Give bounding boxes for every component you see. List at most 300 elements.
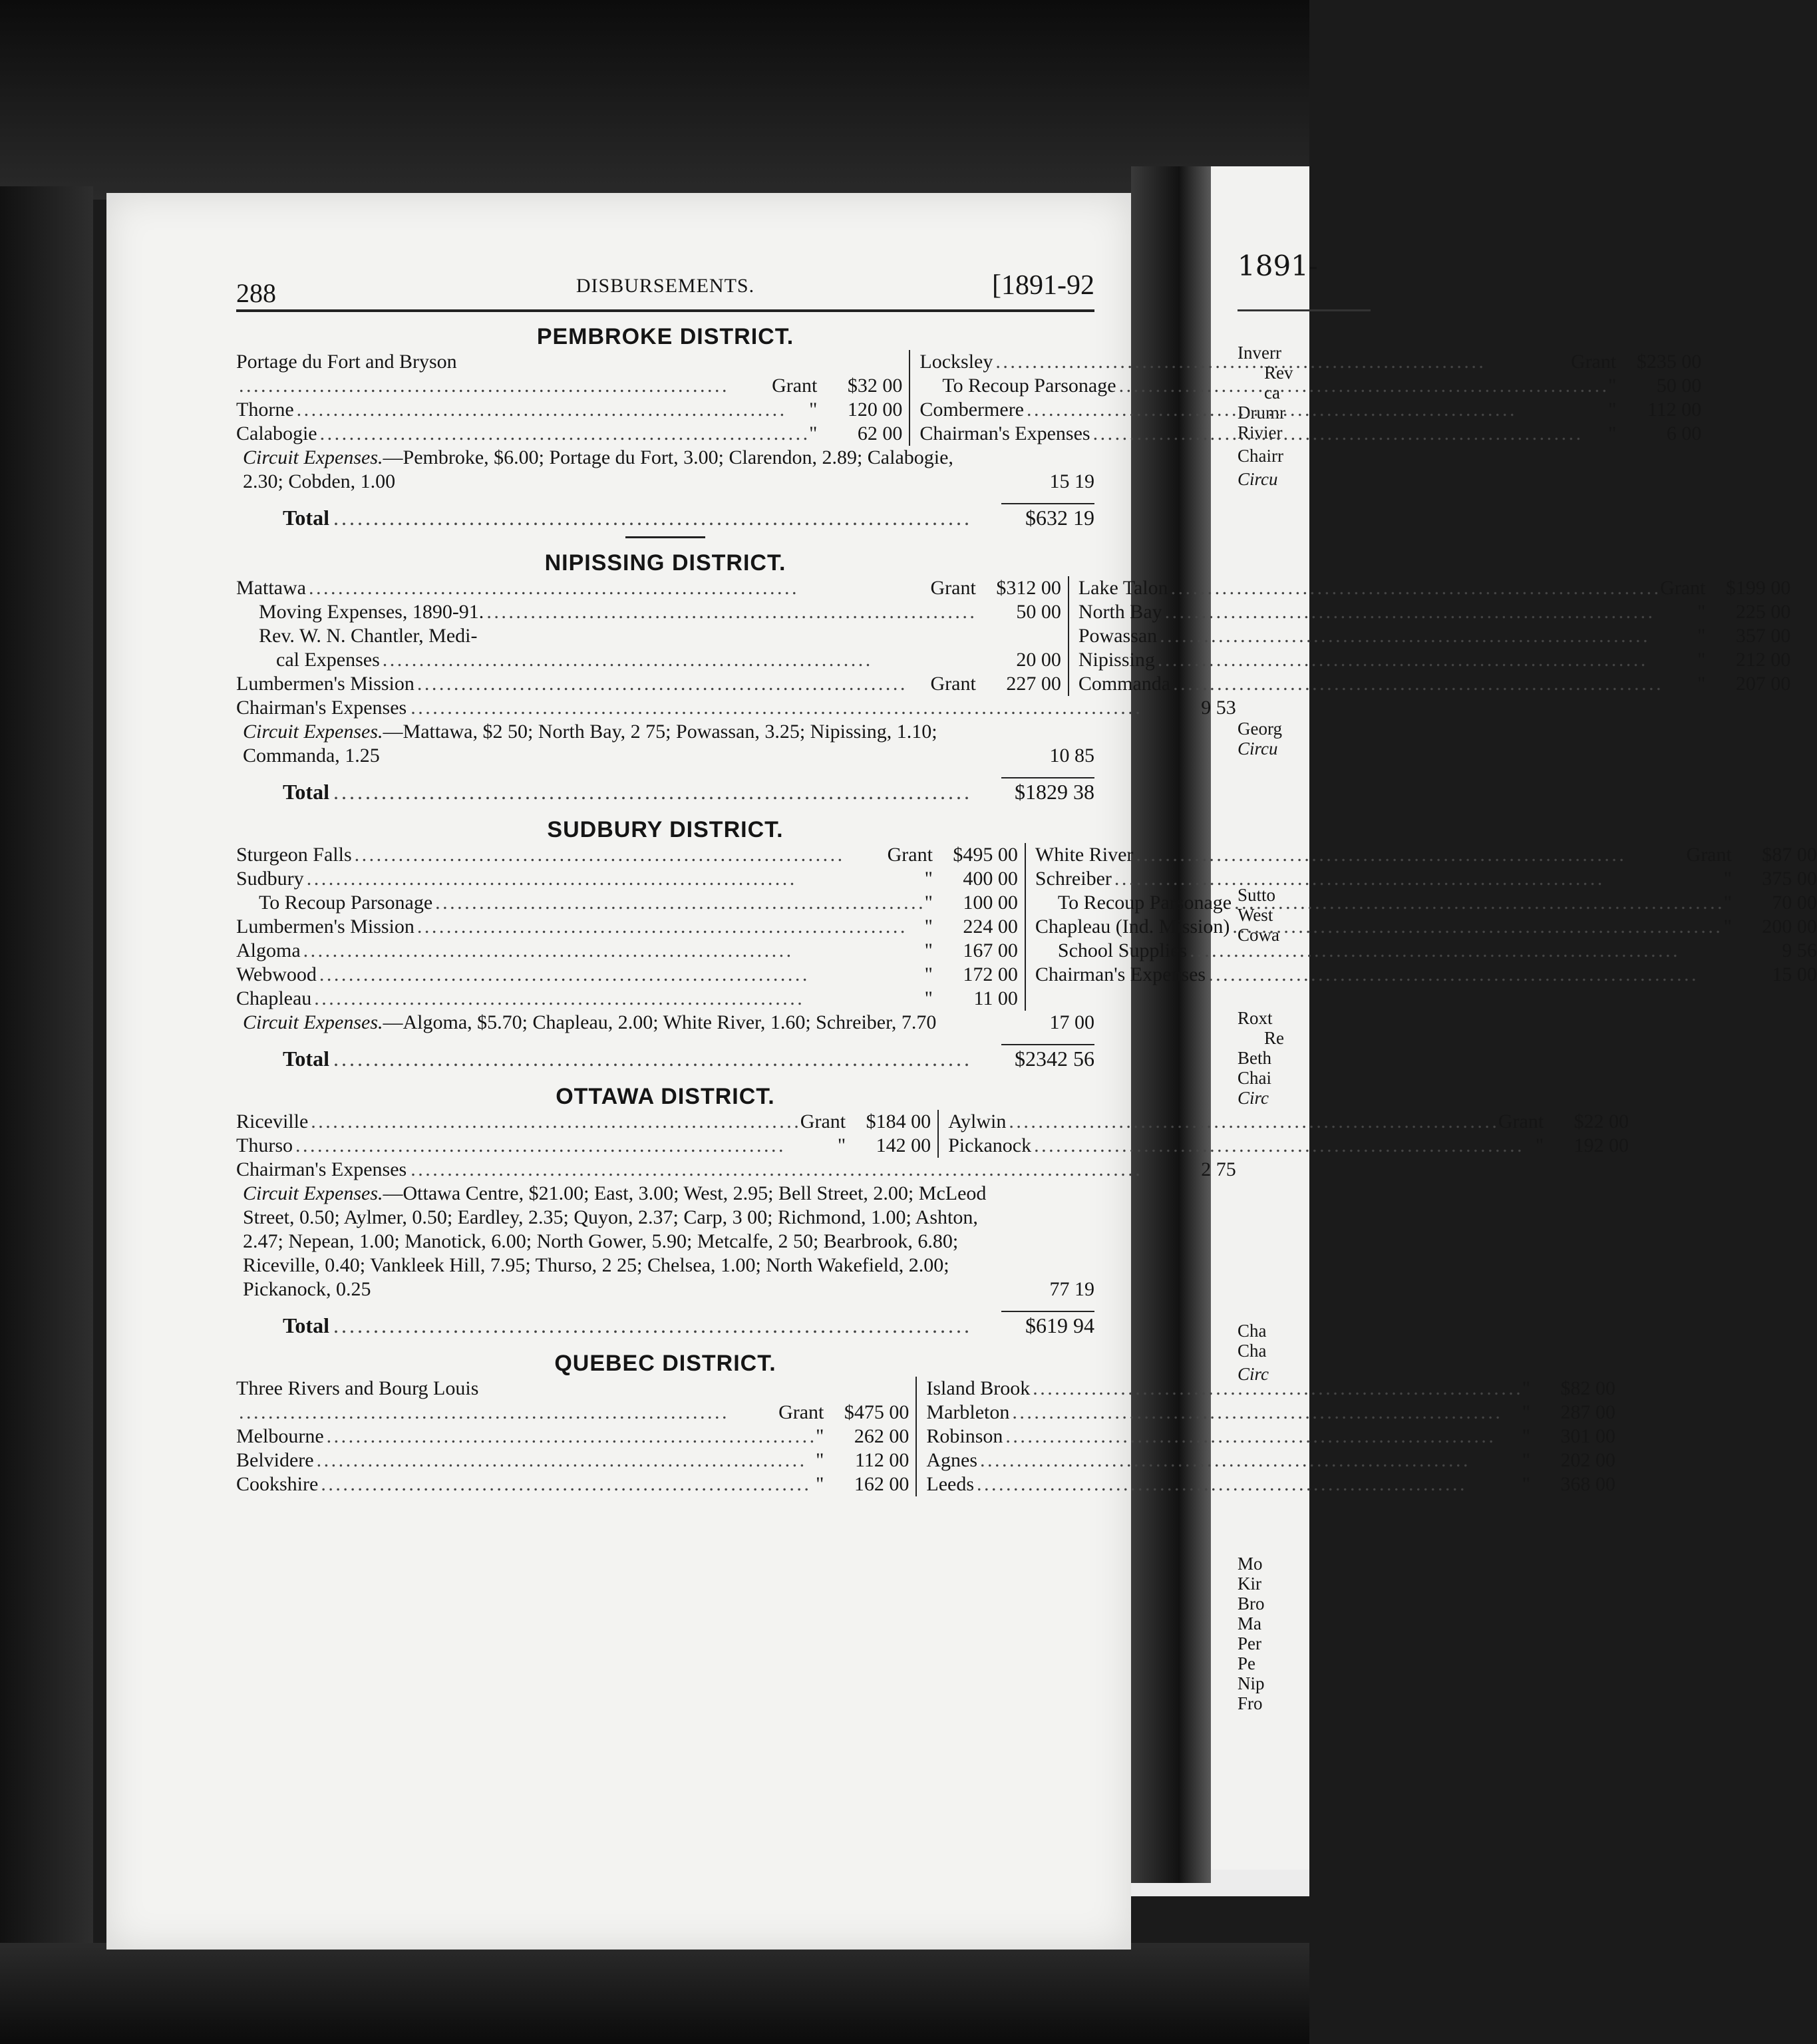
ledger-row: [1035, 939, 1817, 963]
ledger-row: [926, 1401, 1615, 1425]
grant-mark: ": [1608, 423, 1617, 444]
circuit-label: Circuit Expenses.: [243, 1182, 383, 1204]
next-page-text: Kir: [1238, 1574, 1261, 1594]
entry-name: Melbourne: [236, 1425, 324, 1447]
entry-amount: 120 00: [847, 399, 903, 421]
entry-name: Schreiber: [1035, 868, 1112, 890]
entry-amount: 62 00: [857, 423, 903, 444]
district-total: [236, 777, 1094, 805]
ledger-row: [236, 422, 902, 446]
ledger-row: [236, 1425, 909, 1448]
total-label: Total: [283, 506, 329, 530]
left-column: [236, 1110, 938, 1158]
leader-dots: [317, 1448, 814, 1472]
entry-amount: 375 00: [1762, 868, 1817, 890]
circuit-expenses: [236, 1011, 1094, 1035]
grant-mark: ": [1535, 1134, 1544, 1156]
next-page-text: Sutto: [1238, 885, 1276, 905]
next-page-text: Ma: [1238, 1614, 1261, 1633]
grant-mark: ": [837, 1134, 846, 1156]
entry-amount: $199 00: [1725, 577, 1791, 599]
leader-dots: [417, 915, 922, 939]
leader-dots: [1009, 1110, 1496, 1134]
leader-dots: [1160, 624, 1695, 648]
entry-amount: 112 00: [855, 1449, 909, 1471]
backdrop-bottom: [0, 1943, 1309, 2044]
ledger-row: [1035, 867, 1817, 891]
entry-name: Calabogie: [236, 423, 317, 444]
grant-mark: ": [1608, 399, 1617, 421]
entry-name: Thurso: [236, 1134, 293, 1156]
ledger-row: [236, 1134, 931, 1158]
entry-name: Combermere: [919, 399, 1024, 421]
entry-name: To Recoup Parsonage: [259, 892, 433, 914]
ledger-row: [236, 1110, 931, 1134]
entry-amount: 224 00: [963, 916, 1018, 937]
entry-amount: $475 00: [844, 1401, 909, 1423]
grant-mark: ": [1522, 1473, 1530, 1495]
entry-name: White River: [1035, 844, 1134, 866]
entry-name: Cookshire: [236, 1473, 319, 1495]
entry-amount: 100 00: [963, 892, 1018, 914]
next-page-text: Rivier: [1238, 423, 1283, 442]
grant-mark: ": [924, 963, 933, 985]
chairman-expenses-row: [236, 1158, 1236, 1182]
grant-mark: ": [924, 868, 933, 890]
ledger-row: [1078, 600, 1791, 624]
entry-amount: 50 00: [1016, 601, 1061, 623]
total-label: Total: [283, 780, 329, 804]
entry-name: Chairman's Expenses: [919, 423, 1090, 444]
ledger-row: [948, 1110, 1629, 1134]
circuit-text: —Algoma, $5.70; Chapleau, 2.00; White River, 1.60; Schreiber, 7.70: [383, 1011, 937, 1033]
chairman-expenses-row: [236, 696, 1236, 720]
right-column: [1025, 843, 1817, 1011]
next-page-text: Chairr: [1238, 446, 1283, 466]
leader-dots: [1158, 648, 1695, 672]
right-column: [909, 350, 1701, 446]
next-page-year: 1891-: [1238, 250, 1319, 282]
entry-name: Rev. W. N. Chantler, Medi-: [259, 625, 478, 647]
ledger-row: [236, 576, 1061, 600]
entry-amount: 225 00: [1735, 601, 1791, 623]
backdrop-top: [0, 0, 1309, 200]
district-title: QUEBEC DISTRICT.: [554, 1351, 776, 1376]
grant-mark: Grant: [772, 375, 818, 397]
entry-amount: 212 00: [1735, 649, 1791, 671]
district-total: [236, 503, 1094, 531]
next-page-text: Circ: [1238, 1088, 1269, 1108]
grants-table: [236, 1110, 1629, 1158]
running-title: DISBURSEMENTS.: [576, 275, 755, 297]
grant-mark: Grant: [1660, 577, 1706, 599]
circuit-expenses: [236, 446, 1094, 494]
district-title: SUDBURY DISTRICT.: [547, 817, 784, 842]
grant-mark: ": [816, 1449, 824, 1471]
circuit-text: —Mattawa, $2 50; North Bay, 2 75; Powassan, 3.25; Nipissing, 1.10; Commanda, 1.25: [243, 721, 937, 766]
entry-amount: $495 00: [953, 844, 1018, 866]
next-page-text: Cowa: [1238, 925, 1279, 945]
entry-amount: 200 00: [1762, 916, 1817, 937]
entry-name: Robinson: [926, 1425, 1003, 1447]
section-separator: [625, 536, 705, 538]
leader-dots: [383, 648, 973, 672]
next-page-text: Rev: [1264, 363, 1293, 383]
entry-amount: 20 00: [1016, 649, 1061, 671]
right-column: [916, 1377, 1615, 1496]
district-title: PEMBROKE DISTRICT.: [536, 324, 794, 349]
next-page-text: ca: [1264, 383, 1280, 403]
entry-name: Agnes: [926, 1449, 978, 1471]
next-page-text: Cha: [1238, 1341, 1267, 1361]
ledger-row: [1035, 891, 1817, 915]
leader-dots: [417, 672, 928, 696]
entry-amount: $235 00: [1636, 351, 1702, 373]
entry-amount: 287 00: [1560, 1401, 1615, 1423]
grant-mark: ": [1723, 868, 1732, 890]
next-page-text: Fro: [1238, 1693, 1263, 1713]
leader-dots: [239, 374, 769, 398]
leader-dots: [980, 1448, 1520, 1472]
leader-dots: [333, 1312, 997, 1339]
grants-table: [236, 350, 1701, 446]
entry-name: cal Expenses: [276, 649, 380, 671]
grant-mark: ": [1522, 1377, 1530, 1399]
entry-name: Belvidere: [236, 1449, 314, 1471]
grant-mark: ": [924, 892, 933, 914]
grants-table: [236, 576, 1790, 696]
ledger-row: [1078, 624, 1791, 648]
leader-dots: [1114, 867, 1721, 891]
entry-name: Webwood: [236, 963, 317, 985]
leader-dots: [486, 600, 973, 624]
grant-mark: ": [1723, 916, 1732, 937]
entry-amount: 9 56: [1782, 939, 1817, 961]
leader-dots: [1234, 891, 1721, 915]
leader-dots: [309, 576, 928, 600]
leader-dots: [303, 939, 922, 963]
left-column: [236, 843, 1025, 1011]
grant-mark: Grant: [778, 1401, 824, 1423]
next-page-text: West: [1238, 905, 1273, 925]
entry-amount: $312 00: [996, 577, 1061, 599]
ottawa-district: [236, 1084, 1629, 1339]
next-page-text: Nip: [1238, 1673, 1265, 1693]
leader-dots: [333, 778, 997, 805]
ledger-row: [236, 843, 1018, 867]
entry-name: Lumbermen's Mission: [236, 673, 414, 695]
district-title: NIPISSING DISTRICT.: [544, 550, 786, 576]
entry-amount: 15 00: [1772, 963, 1817, 985]
right-column: [938, 1110, 1629, 1158]
entry-name: Riceville: [236, 1110, 309, 1132]
entry-amount: $87 00: [1762, 844, 1817, 866]
circuit-label: Circuit Expenses.: [243, 446, 383, 468]
total-label: Total: [283, 1313, 329, 1337]
ledger-row: [236, 939, 1018, 963]
entry-name: Three Rivers and Bourg Louis: [236, 1377, 479, 1399]
leader-dots: [239, 1401, 776, 1425]
next-page-text: Drumr: [1238, 403, 1285, 423]
grant-mark: ": [1723, 892, 1732, 914]
ledger-row: [236, 1401, 909, 1425]
entry-name: Marbleton: [926, 1401, 1010, 1423]
next-page-rule: [1238, 309, 1371, 311]
ledger-row: [236, 963, 1018, 987]
next-page-text: Bro: [1238, 1594, 1265, 1614]
total-amount: $619 94: [1001, 1311, 1094, 1339]
entry-name: Chairman's Expenses: [1035, 963, 1206, 985]
grant-mark: Grant: [887, 844, 933, 866]
leader-dots: [333, 1045, 997, 1072]
next-page-text: Re: [1264, 1028, 1284, 1048]
district-total: [236, 1311, 1094, 1339]
grant-mark: ": [1522, 1425, 1530, 1447]
entry-amount: 368 00: [1560, 1473, 1615, 1495]
grant-mark: ": [1697, 649, 1706, 671]
leader-dots: [411, 696, 1139, 720]
circuit-amount: 10 85: [1049, 745, 1094, 766]
total-label: Total: [283, 1047, 329, 1071]
next-page-text: Beth: [1238, 1048, 1271, 1068]
leader-dots: [1034, 1134, 1533, 1158]
entry-name: Leeds: [926, 1473, 975, 1495]
entry-name: Lake Talon: [1078, 577, 1168, 599]
entry-amount: $184 00: [866, 1110, 931, 1132]
leader-dots: [307, 867, 922, 891]
ledger-row: [1078, 672, 1791, 696]
ledger-row: [236, 672, 1061, 696]
book-cover-edge: [0, 186, 93, 2044]
entry-name: North Bay: [1078, 601, 1162, 623]
next-page-text: Circu: [1238, 739, 1278, 759]
entry-name: Chapleau: [236, 987, 312, 1009]
circuit-label: Circuit Expenses.: [243, 1011, 383, 1033]
entry-name: Sudbury: [236, 868, 304, 890]
entry-amount: $32 00: [847, 375, 903, 397]
next-page-text: Circ: [1238, 1364, 1269, 1384]
leader-dots: [435, 891, 922, 915]
total-amount: $632 19: [1001, 503, 1094, 531]
entry-amount: $22 00: [1573, 1110, 1629, 1132]
circuit-text: —Pembroke, $6.00; Portage du Fort, 3.00; Clarendon, 2.89; Calabogie, 2.30; Cobden, 1.00: [243, 446, 953, 492]
ledger-row: [236, 915, 1018, 939]
ledger-row: [919, 374, 1701, 398]
leader-dots: [321, 1472, 813, 1496]
entry-amount: 400 00: [963, 868, 1018, 890]
leader-dots: [297, 398, 807, 422]
leader-dots: [1093, 422, 1605, 446]
next-page-text: Per: [1238, 1633, 1261, 1653]
page-header: [236, 269, 1094, 312]
entry-name: Mattawa: [236, 577, 306, 599]
left-column: [236, 576, 1069, 696]
entry-amount: 207 00: [1735, 673, 1791, 695]
entry-name: Algoma: [236, 939, 301, 961]
circuit-expenses: [236, 1182, 1094, 1301]
chairman-amount: 2 75: [1201, 1158, 1236, 1180]
entry-amount: 142 00: [876, 1134, 931, 1156]
entry-amount: 112 00: [1647, 399, 1702, 421]
circuit-expenses: [236, 720, 1094, 768]
grant-mark: ": [1608, 375, 1617, 397]
grant-mark: ": [1697, 625, 1706, 647]
entry-name: Chapleau (Ind. Mission): [1035, 916, 1230, 937]
grant-mark: ": [809, 423, 818, 444]
ledger-row: [926, 1377, 1615, 1401]
next-page-text: Roxt: [1238, 1008, 1273, 1028]
ledger-row: [236, 624, 1061, 648]
entry-name: Powassan: [1078, 625, 1158, 647]
grant-mark: Grant: [1498, 1110, 1544, 1132]
ledger-row: [236, 1448, 909, 1472]
year-range: [1891-92: [992, 270, 1094, 301]
grant-mark: ": [1522, 1401, 1530, 1423]
grant-mark: ": [816, 1473, 824, 1495]
entry-amount: 6 00: [1666, 423, 1702, 444]
ledger-row: [236, 891, 1018, 915]
entry-name: Aylwin: [948, 1110, 1007, 1132]
ledger-row: [236, 648, 1061, 672]
ledger-row: [1035, 963, 1817, 987]
grants-table: [236, 1377, 1615, 1496]
ledger-row: [236, 1377, 909, 1401]
grant-mark: ": [809, 399, 818, 421]
leader-dots: [1232, 915, 1721, 939]
entry-name: Commanda: [1078, 673, 1171, 695]
leader-dots: [295, 1134, 835, 1158]
total-amount: $2342 56: [1001, 1044, 1094, 1072]
entry-amount: 357 00: [1735, 625, 1791, 647]
ledger-row: [236, 374, 902, 398]
circuit-label: Circuit Expenses.: [243, 721, 383, 743]
entry-name: Pickanock: [948, 1134, 1032, 1156]
chairman-amount: 9 53: [1201, 697, 1236, 719]
next-page-text: Pe: [1238, 1653, 1255, 1673]
entry-amount: 192 00: [1573, 1134, 1629, 1156]
entry-name: Nipissing: [1078, 649, 1155, 671]
leader-dots: [977, 1472, 1520, 1496]
next-page-text: Cha: [1238, 1321, 1267, 1341]
entry-amount: 202 00: [1560, 1449, 1615, 1471]
ledger-row: [236, 987, 1018, 1011]
entry-amount: 50 00: [1656, 375, 1702, 397]
leader-dots: [1165, 600, 1695, 624]
entry-name: Thorne: [236, 399, 294, 421]
circuit-amount: 15 19: [1049, 470, 1094, 492]
ledger-row: [236, 398, 902, 422]
total-amount: $1829 38: [1001, 777, 1094, 805]
next-page-text: Mo: [1238, 1554, 1263, 1574]
left-column: [236, 350, 909, 446]
entry-amount: 227 00: [1006, 673, 1061, 695]
next-page-text: Inverr: [1238, 343, 1281, 363]
leader-dots: [311, 1110, 798, 1134]
entry-name: School Supplies: [1057, 939, 1188, 961]
district-total: [236, 1044, 1094, 1072]
grant-mark: ": [1697, 673, 1706, 695]
ledger-row: [926, 1448, 1615, 1472]
leader-dots: [995, 350, 1568, 374]
ledger-row: [919, 350, 1701, 374]
grants-table: [236, 843, 1817, 1011]
circuit-amount: 17 00: [1049, 1011, 1094, 1033]
left-column: [236, 1377, 916, 1496]
grant-mark: ": [1522, 1449, 1530, 1471]
ledger-row: [1035, 843, 1817, 867]
entry-name: To Recoup Parsonage: [942, 375, 1116, 397]
entry-name: To Recoup Parsonage: [1057, 892, 1232, 914]
leader-dots: [319, 963, 922, 987]
leader-dots: [411, 1158, 1139, 1182]
leader-dots: [333, 504, 997, 531]
district-title: OTTAWA DISTRICT.: [556, 1084, 775, 1109]
chairman-label: Chairman's Expenses: [236, 1158, 407, 1180]
ledger-row: [948, 1134, 1629, 1158]
grant-mark: Grant: [1571, 351, 1617, 373]
next-page-text: Chai: [1238, 1068, 1271, 1088]
ledger-row: [926, 1472, 1615, 1496]
ledger-row: [919, 398, 1701, 422]
leader-dots: [1027, 398, 1605, 422]
leader-dots: [1208, 963, 1729, 987]
entry-name: Island Brook: [926, 1377, 1031, 1399]
leader-dots: [1012, 1401, 1519, 1425]
ledger-row: [236, 867, 1018, 891]
leader-dots: [1190, 939, 1729, 963]
ledger-row: [919, 422, 1701, 446]
circuit-text: —Ottawa Centre, $21.00; East, 3.00; West, 2.95; Bell Street, 2.00; McLeod Street, 0.50; Aylmer, 0.50; Eardley, 2.35; Quyon, 2.37; Carp, 3 00; Richmond, 1.00; Ashton, 2.47; Nepean, 1.00; Manotick, 6.00; North Gower, 5.90; Metcalfe, 2 50; Bearbrook, 6.80; Riceville, 0.40; Vankleek Hill, 7.95; Thurso, 2 25; Chelsea, 1.00; North Wakefield, 2.00; Pickanock, 0.25: [243, 1182, 987, 1300]
leader-dots: [1171, 576, 1658, 600]
entry-amount: 11 00: [973, 987, 1018, 1009]
next-page-text: Circu: [1238, 469, 1278, 489]
entry-amount: 301 00: [1560, 1425, 1615, 1447]
page-number: 288: [236, 278, 276, 308]
entry-amount: 172 00: [963, 963, 1018, 985]
leader-dots: [1136, 843, 1683, 867]
grant-mark: Grant: [930, 577, 976, 599]
grant-mark: ": [924, 939, 933, 961]
grant-mark: Grant: [800, 1110, 846, 1132]
entry-amount: 167 00: [963, 939, 1018, 961]
circuit-amount: 77 19: [1049, 1278, 1094, 1300]
leader-dots: [327, 1425, 814, 1448]
grant-mark: ": [1697, 601, 1706, 623]
entry-name: Portage du Fort and Bryson: [236, 351, 457, 373]
grant-mark: ": [924, 987, 933, 1009]
leader-dots: [1173, 672, 1695, 696]
entry-amount: 262 00: [854, 1425, 909, 1447]
ledger-row: [1078, 648, 1791, 672]
ledger-row: [926, 1425, 1615, 1448]
next-page-text: Georg: [1238, 719, 1282, 739]
right-column: [1069, 576, 1791, 696]
leader-dots: [1033, 1377, 1520, 1401]
entry-amount: 70 00: [1772, 892, 1817, 914]
entry-amount: 162 00: [854, 1473, 909, 1495]
leader-dots: [1119, 374, 1606, 398]
ledger-row: [1078, 576, 1791, 600]
ledger-row: [236, 600, 1061, 624]
grant-mark: ": [924, 916, 933, 937]
grant-mark: Grant: [930, 673, 976, 695]
chairman-label: Chairman's Expenses: [236, 697, 407, 719]
leader-dots: [314, 987, 921, 1011]
leader-dots: [1005, 1425, 1519, 1448]
entry-name: Lumbermen's Mission: [236, 916, 414, 937]
grant-mark: Grant: [1686, 844, 1732, 866]
ledger-row: [236, 350, 902, 374]
